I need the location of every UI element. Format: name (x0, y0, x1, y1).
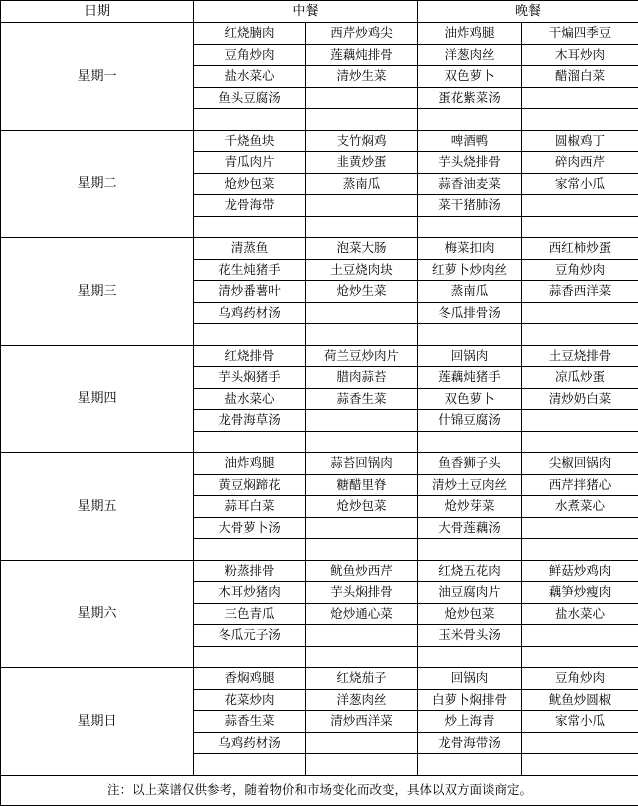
lunch-dish-2 (306, 732, 418, 754)
dinner-dish-1: 双色萝卜 (418, 388, 522, 410)
dinner-dish-1: 芋头烧排骨 (418, 152, 522, 174)
lunch-dish-1 (194, 754, 306, 776)
dinner-dish-1: 洋葱肉丝 (418, 44, 522, 66)
dinner-dish-2: 尖椒回锅肉 (522, 453, 638, 475)
dinner-dish-2: 凉瓜炒蛋 (522, 367, 638, 389)
dinner-dish-2: 豆角炒肉 (522, 259, 638, 281)
lunch-dish-1: 清炒番薯叶 (194, 281, 306, 303)
dinner-dish-1: 什锦豆腐汤 (418, 410, 522, 432)
lunch-dish-2 (306, 324, 418, 346)
lunch-dish-2 (306, 109, 418, 131)
lunch-dish-1: 黄豆焖蹄花 (194, 474, 306, 496)
lunch-dish-1: 粉蒸排骨 (194, 560, 306, 582)
lunch-dish-1: 盐水菜心 (194, 66, 306, 88)
lunch-dish-2: 韭黄炒蛋 (306, 152, 418, 174)
dinner-dish-1: 油炸鸡腿 (418, 23, 522, 45)
lunch-dish-2: 洋葱肉丝 (306, 689, 418, 711)
lunch-dish-2: 土豆烧肉块 (306, 259, 418, 281)
dinner-dish-1 (418, 216, 522, 238)
lunch-dish-2: 荷兰豆炒肉片 (306, 345, 418, 367)
date-header: 日期 (1, 1, 194, 23)
dinner-dish-2: 鱿鱼炒圆椒 (522, 689, 638, 711)
dinner-dish-1: 双色萝卜 (418, 66, 522, 88)
menu-row (1, 238, 638, 260)
dinner-dish-1: 蛋花紫菜汤 (418, 87, 522, 109)
dinner-dish-2 (522, 216, 638, 238)
lunch-dish-2: 炝炒包菜 (306, 496, 418, 518)
lunch-dish-1: 龙骨海草汤 (194, 410, 306, 432)
dinner-dish-1: 红萝卜炒肉丝 (418, 259, 522, 281)
lunch-dish-1: 清蒸鱼 (194, 238, 306, 260)
lunch-dish-1: 油炸鸡腿 (194, 453, 306, 475)
dinner-dish-1: 蒜香油麦菜 (418, 173, 522, 195)
dinner-dish-2 (522, 87, 638, 109)
menu-row (1, 23, 638, 45)
lunch-dish-2 (306, 646, 418, 668)
dinner-dish-1: 炝炒芽菜 (418, 496, 522, 518)
dinner-dish-1: 回锅肉 (418, 668, 522, 690)
dinner-dish-2: 家常小瓜 (522, 173, 638, 195)
lunch-dish-1: 花生炖猪手 (194, 259, 306, 281)
dinner-dish-1: 油豆腐肉片 (418, 582, 522, 604)
day-label: 星期五 (1, 453, 194, 561)
header-row (1, 1, 638, 23)
dinner-dish-2: 木耳炒肉 (522, 44, 638, 66)
dinner-dish-2 (522, 410, 638, 432)
lunch-dish-1 (194, 109, 306, 131)
dinner-dish-2: 土豆烧排骨 (522, 345, 638, 367)
lunch-dish-2: 糖醋里脊 (306, 474, 418, 496)
menu-row (1, 130, 638, 152)
lunch-dish-2: 蒸南瓜 (306, 173, 418, 195)
day-label: 星期六 (1, 560, 194, 668)
dinner-dish-1 (418, 431, 522, 453)
lunch-dish-1: 蒜耳白菜 (194, 496, 306, 518)
menu-row (1, 453, 638, 475)
lunch-dish-2 (306, 431, 418, 453)
lunch-dish-2 (306, 216, 418, 238)
lunch-dish-2 (306, 754, 418, 776)
lunch-dish-1: 龙骨海带 (194, 195, 306, 217)
lunch-dish-1: 三色青瓜 (194, 603, 306, 625)
dinner-dish-1 (418, 109, 522, 131)
lunch-dish-1 (194, 539, 306, 561)
dinner-dish-2 (522, 732, 638, 754)
dinner-dish-1 (418, 539, 522, 561)
lunch-dish-1: 千烧鱼块 (194, 130, 306, 152)
dinner-dish-2 (522, 431, 638, 453)
dinner-dish-2: 西红柿炒蛋 (522, 238, 638, 260)
dinner-dish-2: 碎肉西芹 (522, 152, 638, 174)
lunch-dish-2: 芋头焖排骨 (306, 582, 418, 604)
dinner-dish-1: 玉米骨头汤 (418, 625, 522, 647)
footer-note: 注：以上菜谱仅供参考，随着物价和市场变化而改变，具体以双方面谈商定。 (1, 775, 638, 805)
lunch-dish-2: 红烧茄子 (306, 668, 418, 690)
lunch-dish-1: 青瓜肉片 (194, 152, 306, 174)
menu-row (1, 668, 638, 690)
dinner-dish-2 (522, 109, 638, 131)
day-label: 星期三 (1, 238, 194, 346)
dinner-dish-2: 清炒奶白菜 (522, 388, 638, 410)
lunch-dish-2: 鱿鱼炒西芹 (306, 560, 418, 582)
dinner-dish-2: 圆椒鸡丁 (522, 130, 638, 152)
lunch-dish-2: 西芹炒鸡尖 (306, 23, 418, 45)
dinner-dish-1: 大骨莲藕汤 (418, 517, 522, 539)
lunch-dish-2: 泡菜大肠 (306, 238, 418, 260)
dinner-dish-1: 梅菜扣肉 (418, 238, 522, 260)
lunch-dish-1 (194, 646, 306, 668)
lunch-dish-1: 乌鸡药材汤 (194, 732, 306, 754)
lunch-dish-2: 清炒生菜 (306, 66, 418, 88)
dinner-dish-2 (522, 539, 638, 561)
lunch-dish-1: 红烧排骨 (194, 345, 306, 367)
lunch-dish-2: 清炒西洋菜 (306, 711, 418, 733)
dinner-dish-1: 啤酒鸭 (418, 130, 522, 152)
dinner-dish-2: 家常小瓜 (522, 711, 638, 733)
lunch-dish-2: 炝炒生菜 (306, 281, 418, 303)
lunch-dish-2: 蒜苔回锅肉 (306, 453, 418, 475)
lunch-dish-1: 花菜炒肉 (194, 689, 306, 711)
lunch-dish-2 (306, 302, 418, 324)
dinner-dish-1: 菜干猪肺汤 (418, 195, 522, 217)
dinner-dish-1: 莲藕炖猪手 (418, 367, 522, 389)
lunch-dish-1: 芋头焖猪手 (194, 367, 306, 389)
dinner-dish-1: 鱼香狮子头 (418, 453, 522, 475)
lunch-dish-1: 炝炒包菜 (194, 173, 306, 195)
lunch-dish-2 (306, 410, 418, 432)
lunch-dish-2 (306, 517, 418, 539)
dinner-dish-1: 龙骨海带汤 (418, 732, 522, 754)
menu-row (1, 345, 638, 367)
lunch-dish-1: 乌鸡药材汤 (194, 302, 306, 324)
lunch-dish-1 (194, 216, 306, 238)
dinner-dish-2: 干煸四季豆 (522, 23, 638, 45)
dinner-dish-2 (522, 517, 638, 539)
lunch-header: 中餐 (194, 1, 418, 23)
day-label: 星期二 (1, 130, 194, 238)
lunch-dish-2 (306, 625, 418, 647)
dinner-dish-1 (418, 646, 522, 668)
dinner-dish-2 (522, 646, 638, 668)
dinner-dish-1 (418, 324, 522, 346)
day-label: 星期四 (1, 345, 194, 453)
lunch-dish-1 (194, 324, 306, 346)
dinner-dish-2 (522, 754, 638, 776)
dinner-header: 晚餐 (418, 1, 638, 23)
dinner-dish-2: 鲜菇炒鸡肉 (522, 560, 638, 582)
dinner-dish-1: 回锅肉 (418, 345, 522, 367)
lunch-dish-1: 蒜香生菜 (194, 711, 306, 733)
lunch-dish-2: 支竹焖鸡 (306, 130, 418, 152)
lunch-dish-2: 炝炒通心菜 (306, 603, 418, 625)
dinner-dish-2: 水煮菜心 (522, 496, 638, 518)
dinner-dish-2: 豆角炒肉 (522, 668, 638, 690)
dinner-dish-1: 红烧五花肉 (418, 560, 522, 582)
dinner-dish-1: 清炒土豆肉丝 (418, 474, 522, 496)
dinner-dish-1: 炒上海青 (418, 711, 522, 733)
menu-row (1, 560, 638, 582)
dinner-dish-2: 醋溜白菜 (522, 66, 638, 88)
day-label: 星期日 (1, 668, 194, 776)
lunch-dish-1: 鱼头豆腐汤 (194, 87, 306, 109)
lunch-dish-1: 红烧腩肉 (194, 23, 306, 45)
day-label: 星期一 (1, 23, 194, 131)
dinner-dish-2 (522, 324, 638, 346)
lunch-dish-1: 大骨萝卜汤 (194, 517, 306, 539)
dinner-dish-2: 西芹拌猪心 (522, 474, 638, 496)
lunch-dish-1: 冬瓜元子汤 (194, 625, 306, 647)
lunch-dish-2 (306, 195, 418, 217)
dinner-dish-1: 蒸南瓜 (418, 281, 522, 303)
dinner-dish-1: 冬瓜排骨汤 (418, 302, 522, 324)
dinner-dish-1: 白萝卜焖排骨 (418, 689, 522, 711)
dinner-dish-2: 藕笋炒瘦肉 (522, 582, 638, 604)
dinner-dish-2 (522, 195, 638, 217)
menu-body (1, 23, 638, 776)
dinner-dish-1: 炝炒包菜 (418, 603, 522, 625)
dinner-dish-1 (418, 754, 522, 776)
lunch-dish-1: 豆角炒肉 (194, 44, 306, 66)
lunch-dish-2 (306, 87, 418, 109)
lunch-dish-1 (194, 431, 306, 453)
lunch-dish-2 (306, 539, 418, 561)
dinner-dish-2 (522, 625, 638, 647)
lunch-dish-1: 木耳炒猪肉 (194, 582, 306, 604)
lunch-dish-2: 腊肉蒜苔 (306, 367, 418, 389)
dinner-dish-2: 蒜香西洋菜 (522, 281, 638, 303)
dinner-dish-2: 盐水菜心 (522, 603, 638, 625)
lunch-dish-2: 莲藕炖排骨 (306, 44, 418, 66)
lunch-dish-2: 蒜香生菜 (306, 388, 418, 410)
lunch-dish-1: 香焖鸡腿 (194, 668, 306, 690)
lunch-dish-1: 盐水菜心 (194, 388, 306, 410)
dinner-dish-2 (522, 302, 638, 324)
